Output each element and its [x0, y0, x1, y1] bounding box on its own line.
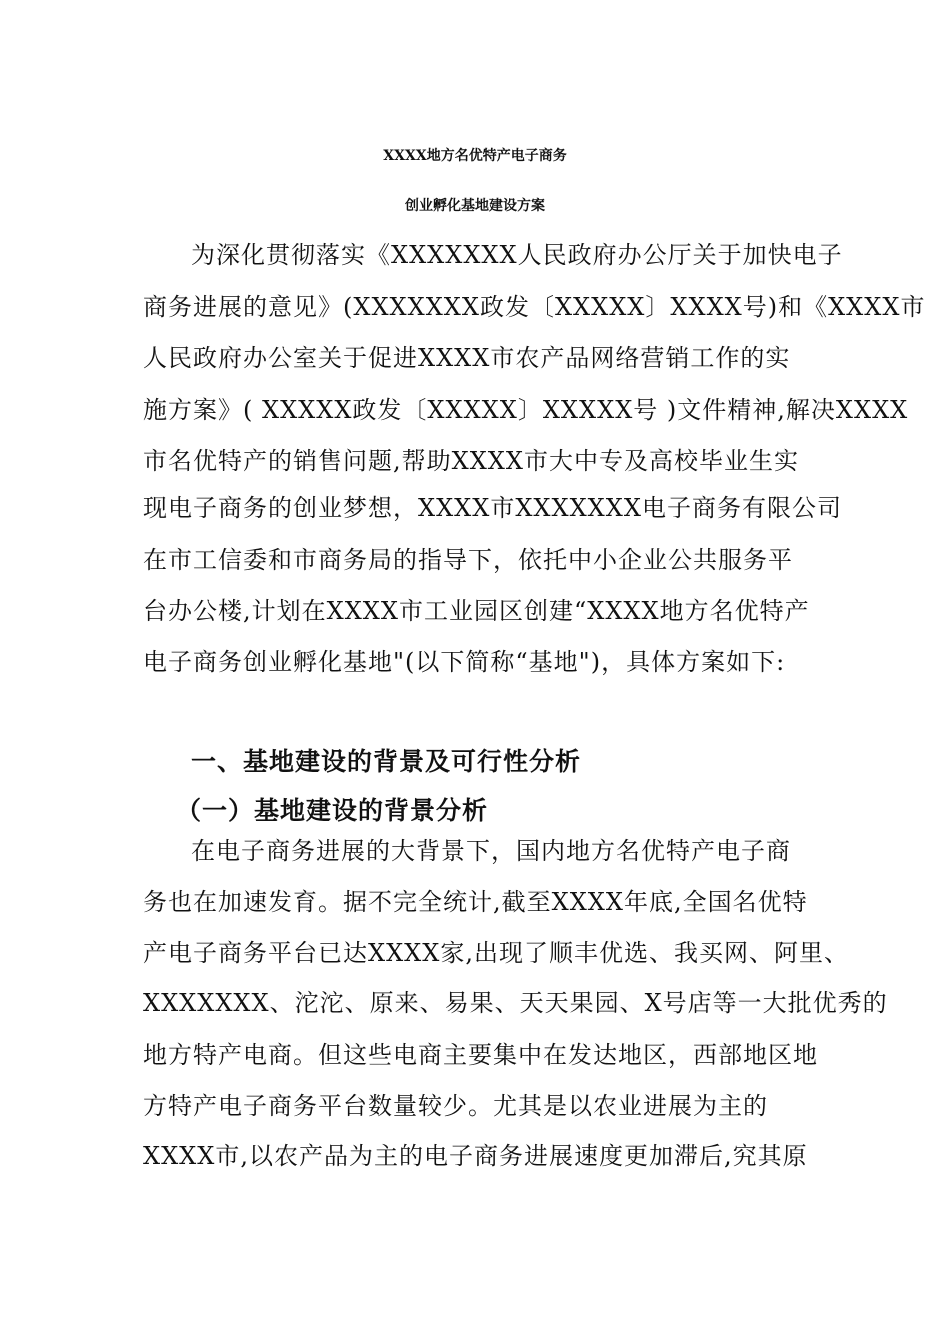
- document-title-line-1: XXXX地方名优特产电子商务: [383, 148, 567, 164]
- document-title-line-2: 创业孵化基地建设方案: [405, 198, 545, 214]
- intro-paragraph-line: 为深化贯彻落实《XXXXXXX人民政府办公厅关于加快电子: [191, 241, 843, 269]
- intro-paragraph-line: 在市工信委和市商务局的指导下，依托中小企业公共服务平: [143, 546, 793, 574]
- body-paragraph-line: 地方特产电商。但这些电商主要集中在发达地区，西部地区地: [143, 1041, 818, 1069]
- body-paragraph-line: XXXXXXX、沱沱、原来、易果、天天果园、X号店等一大批优秀的: [143, 989, 888, 1017]
- intro-paragraph-line: 人民政府办公室关于促进XXXX市农产品网络营销工作的实: [143, 344, 791, 372]
- section-heading: 一、基地建设的背景及可行性分析: [191, 747, 582, 776]
- body-paragraph-line: 务也在加速发育。据不完全统计,截至XXXX年底,全国名优特: [143, 888, 808, 916]
- subsection-heading: （一）基地建设的背景分析: [176, 796, 489, 825]
- body-paragraph-line: 方特产电子商务平台数量较少。尤其是以农业进展为主的: [143, 1092, 768, 1120]
- intro-paragraph-line: 商务进展的意见》(XXXXXXX政发〔XXXXX〕XXXX号)和《XXXX市: [143, 293, 926, 321]
- intro-paragraph-line: 施方案》( XXXXX政发〔XXXXX〕XXXXX号 )文件精神,解决XXXX: [143, 396, 909, 424]
- intro-paragraph-line: 台办公楼,计划在XXXX市工业园区创建“XXXX地方名优特产: [143, 597, 810, 625]
- body-paragraph-line: XXXX市,以农产品为主的电子商务进展速度更加滞后,究其原: [143, 1142, 808, 1170]
- intro-paragraph-line: 现电子商务的创业梦想，XXXX市XXXXXXX电子商务有限公司: [143, 494, 842, 522]
- body-paragraph-line: 在电子商务进展的大背景下，国内地方名优特产电子商: [191, 837, 791, 865]
- intro-paragraph-line: 市名优特产的销售问题,帮助XXXX市大中专及高校毕业生实: [143, 447, 799, 475]
- intro-paragraph-line: 电子商务创业孵化基地"(以下简称“基地")，具体方案如下:: [143, 648, 786, 676]
- body-paragraph-line: 产电子商务平台已达XXXX家,出现了顺丰优选、我买网、阿里、: [143, 939, 849, 967]
